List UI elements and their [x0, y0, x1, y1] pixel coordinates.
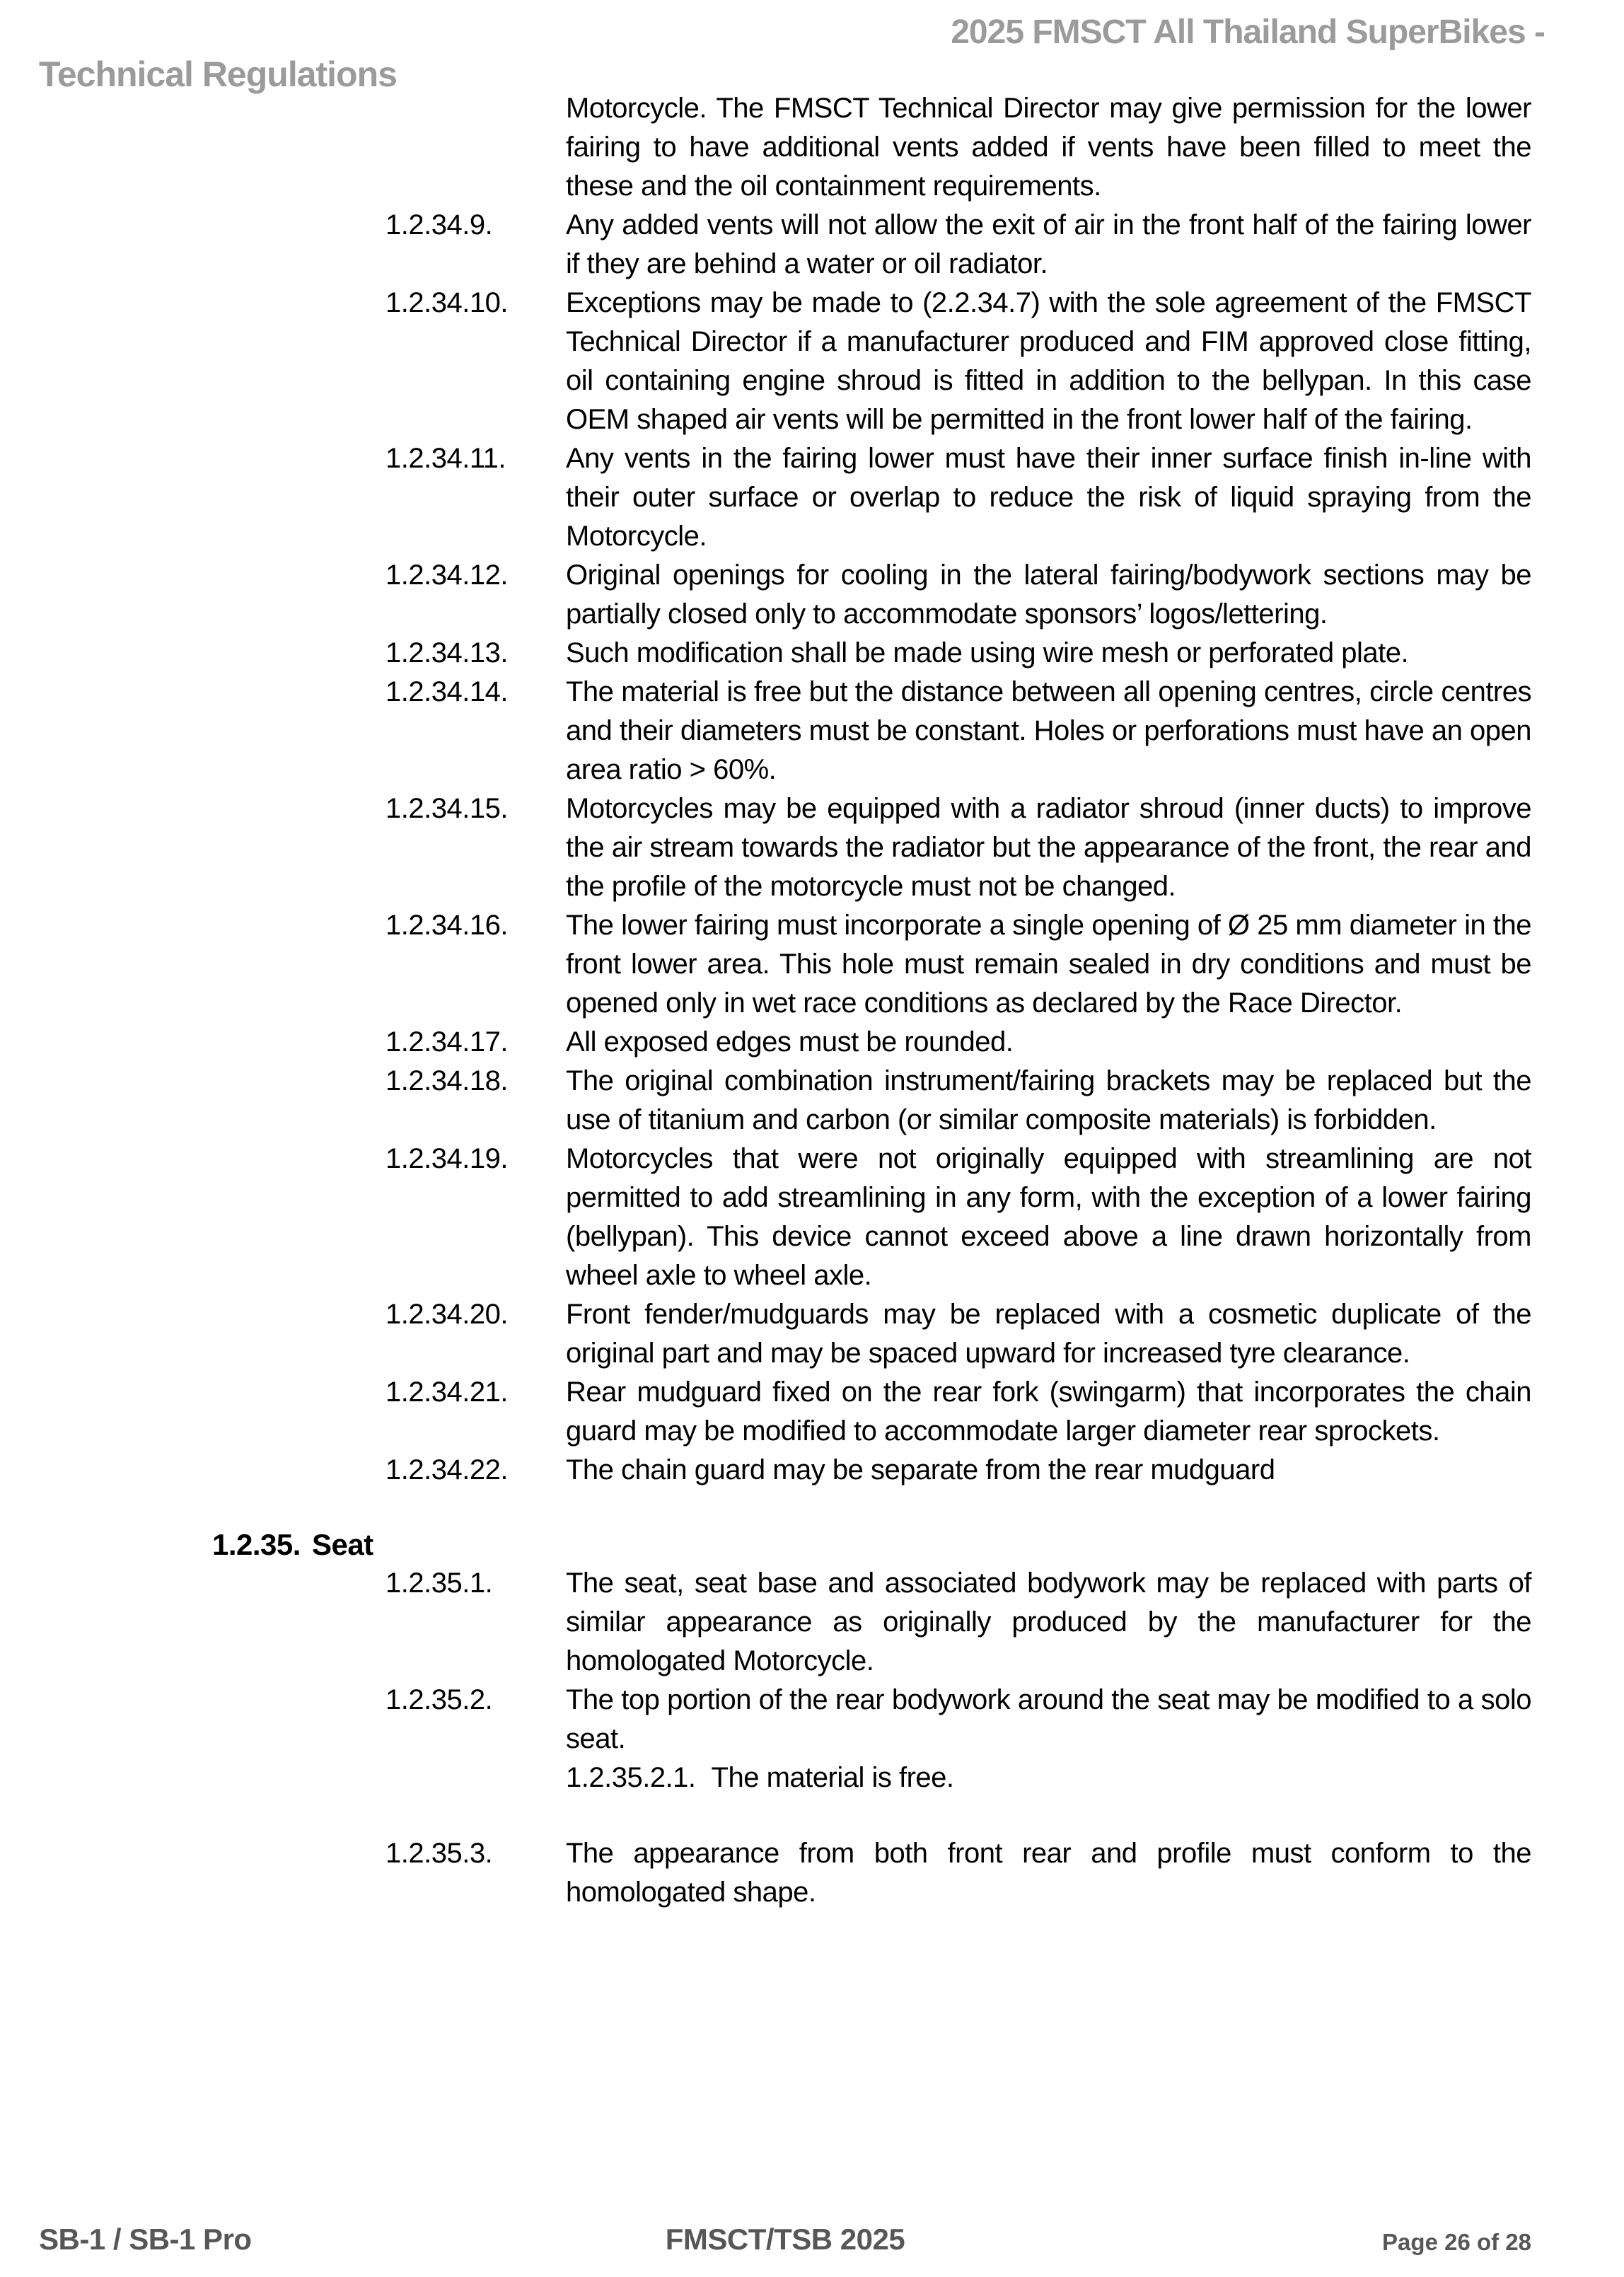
regulation-clause — [385, 206, 1531, 284]
regulation-clause — [385, 673, 1531, 789]
regulation-clause — [385, 1062, 1531, 1140]
clause-number: 1.2.34.9. — [385, 209, 493, 241]
regulation-clause — [385, 284, 1531, 439]
header-title-line2: Technical Regulations — [39, 54, 397, 94]
footer-class-label: SB-1 / SB-1 Pro — [39, 2223, 252, 2256]
regulation-clause — [385, 1681, 1531, 1797]
page-footer — [39, 2223, 1531, 2265]
footer-page-number: Page 26 of 28 — [1382, 2229, 1531, 2255]
regulations-body — [0, 89, 1624, 1912]
clause-text: The chain guard may be separate from the rear mudguard — [566, 1454, 1275, 1485]
clause-number: 1.2.35.2. — [385, 1684, 493, 1715]
clause-list-fairing — [0, 206, 1624, 1490]
footer-document-label: FMSCT/TSB 2025 — [665, 2223, 905, 2256]
clause-text: The seat, seat base and associated bodywork may be replaced with parts of similar appearance as originally produced by the manufacturer for the homologated Motorcycle. — [566, 1568, 1531, 1676]
clause-list-seat — [0, 1564, 1624, 1912]
section-number: 1.2.35. — [212, 1528, 301, 1561]
section-heading-seat — [212, 1525, 1624, 1564]
clause-text: The material is free but the distance between all opening centres, circle centres and their diameters must be constant. Holes or perforations must have an open area ratio > 60%. — [566, 676, 1531, 785]
clause-number: 1.2.34.20. — [385, 1299, 508, 1330]
clause-number: 1.2.34.13. — [385, 637, 508, 668]
clause-text: Original openings for cooling in the lateral fairing/bodywork sections may be partially closed only to accommodate sponsors’ logos/lettering. — [566, 560, 1531, 630]
sub-clause-text: The material is free. — [711, 1762, 954, 1793]
clause-text: Such modification shall be made using wire mesh or perforated plate. — [566, 637, 1409, 668]
clause-text: The appearance from both front rear and profile must conform to the homologated shape. — [566, 1838, 1531, 1908]
clause-number: 1.2.34.18. — [385, 1065, 508, 1096]
clause-number: 1.2.34.10. — [385, 287, 508, 318]
regulation-clause — [385, 1564, 1531, 1681]
clause-number: 1.2.34.17. — [385, 1026, 508, 1058]
clause-number: 1.2.35.1. — [385, 1568, 493, 1599]
clause-text: Motorcycles may be equipped with a radiator shroud (inner ducts) to improve the air stream towards the radiator but the appearance of the front, the rear and the profile of the motorcycle must not be changed. — [566, 793, 1531, 902]
regulation-clause — [385, 634, 1531, 673]
section-title: Seat — [311, 1528, 373, 1561]
clause-number: 1.2.34.11. — [385, 443, 506, 474]
regulation-clause — [385, 906, 1531, 1023]
regulation-clause — [385, 1451, 1531, 1490]
clause-number: 1.2.34.12. — [385, 560, 508, 591]
regulation-clause — [385, 1023, 1531, 1062]
clause-number: 1.2.35.3. — [385, 1838, 493, 1869]
clause-text: All exposed edges must be rounded. — [566, 1026, 1014, 1058]
clause-text: Any added vents will not allow the exit of air in the front half of the fairing lower if they are behind a water or oil radiator. — [566, 209, 1531, 279]
clause-text: Front fender/mudguards may be replaced with a cosmetic duplicate of the original part and may be spaced upward for increased tyre clearance. — [566, 1299, 1531, 1369]
clause-text: The top portion of the rear bodywork around the seat may be modified to a solo seat. 1.2.35.2.1. The material is free. — [566, 1681, 1531, 1797]
clause-number: 1.2.34.21. — [385, 1377, 508, 1408]
sub-clause-number: 1.2.35.2.1. — [566, 1762, 696, 1793]
regulation-clause — [385, 439, 1531, 556]
clause-number: 1.2.34.14. — [385, 676, 508, 707]
regulation-clause — [385, 1373, 1531, 1451]
clause-number: 1.2.34.19. — [385, 1143, 508, 1174]
clause-text: The original combination instrument/fairing brackets may be replaced but the use of titanium and carbon (or similar composite materials) is forbidden. — [566, 1065, 1531, 1135]
clause-text: Rear mudguard fixed on the rear fork (swingarm) that incorporates the chain guard may be modified to accommodate larger diameter rear sprockets. — [566, 1377, 1531, 1447]
clause-text: Exceptions may be made to (2.2.34.7) with the sole agreement of the FMSCT Technical Director if a manufacturer produced and FIM approved close fitting, oil containing engine shroud is fitted in addition to the bellypan. In this case OEM shaped air vents will be permitted in the front lower half of the fairing. — [566, 287, 1531, 435]
regulation-clause — [385, 1295, 1531, 1373]
clause-text: Motorcycles that were not originally equipped with streamlining are not permitted to add streamlining in any form, with the exception of a lower fairing (bellypan). This device cannot exceed above a line drawn horizontally from wheel axle to wheel axle. — [566, 1143, 1531, 1291]
clause-text: Any vents in the fairing lower must have their inner surface finish in-line with their outer surface or overlap to reduce the risk of liquid spraying from the Motorcycle. — [566, 443, 1531, 552]
regulation-clause — [385, 1140, 1531, 1295]
header-title-line1: 2025 FMSCT All Thailand SuperBikes - — [951, 13, 1545, 51]
clause-number: 1.2.34.16. — [385, 910, 508, 941]
regulation-clause — [385, 789, 1531, 906]
clause-number: 1.2.34.15. — [385, 793, 508, 824]
clause-number: 1.2.34.22. — [385, 1454, 508, 1485]
sub-clause — [566, 1759, 1531, 1797]
paragraph-continuation: Motorcycle. The FMSCT Technical Director may give permission for the lower fairing to have additional vents added if vents have been filled to meet the these and the oil containment requirements. — [566, 93, 1531, 202]
regulation-clause — [385, 1834, 1531, 1912]
regulation-clause — [385, 556, 1531, 634]
clause-text: The lower fairing must incorporate a single opening of Ø 25 mm diameter in the front lower area. This hole must remain sealed in dry conditions and must be opened only in wet race conditions as declared by the Race Director. — [566, 910, 1531, 1019]
